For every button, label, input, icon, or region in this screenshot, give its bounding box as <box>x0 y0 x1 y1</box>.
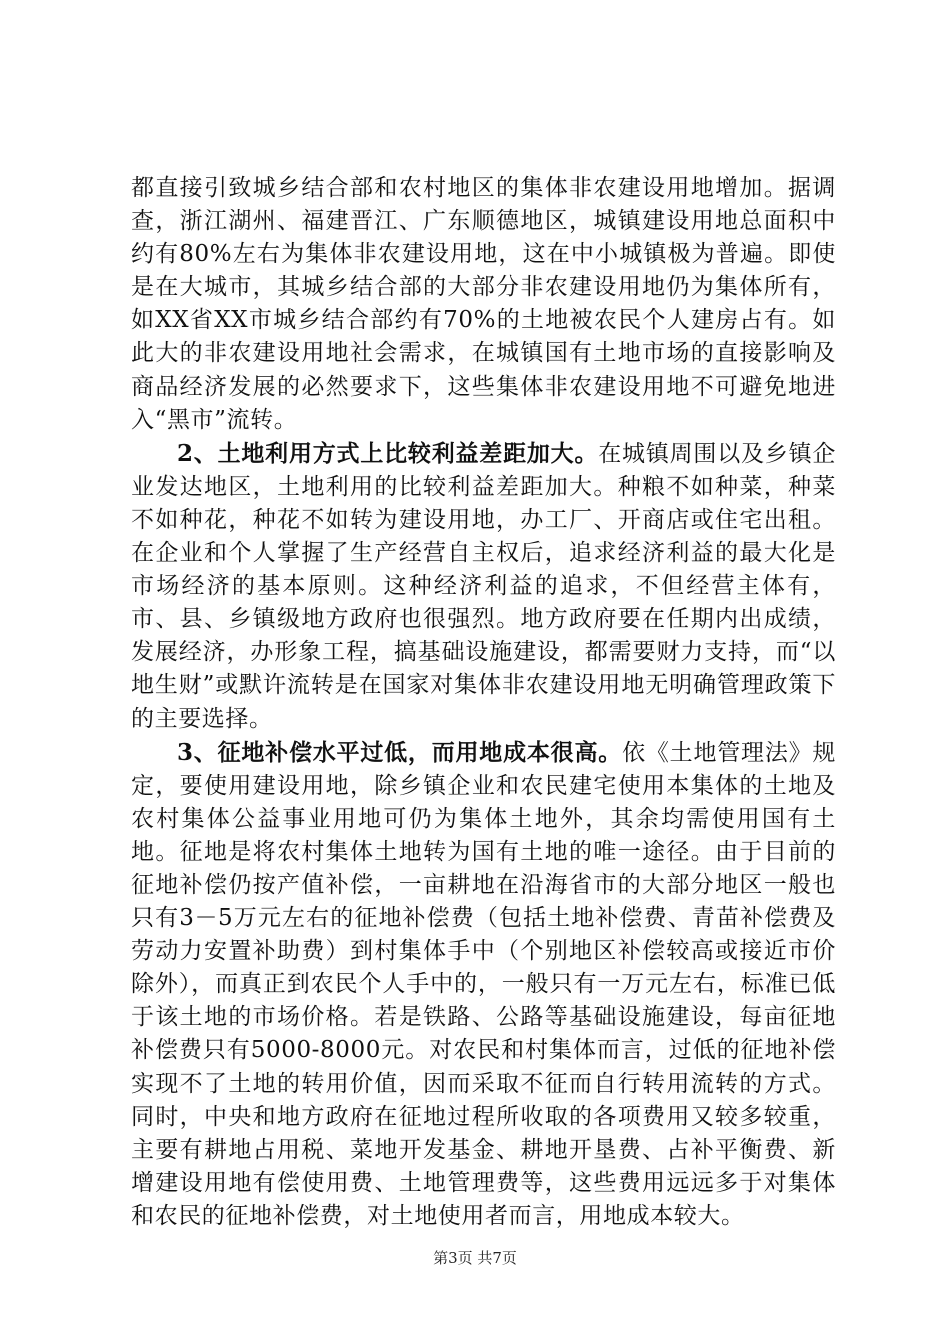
paragraph-1-text: 都直接引致城乡结合部和农村地区的集体非农建设用地增加。据调查，浙江湖州、福建晋江、广东顺德地区，城镇建设用地总面积中约有80%左右为集体非农建设用地，这在中小城镇极为普遍。即使是在大城市，其城乡结合部的大部分非农建设用地仍为集体所有，如XX省XX市城乡结合部约有70%的土地被农民个人建房占有。如此大的非农建设用地社会需求，在城镇国有土地市场的直接影响及商品经济发展的必然要求下，这些集体非农建设用地不可避免地进入“黑市”流转。 <box>131 175 836 433</box>
paragraph-3-heading: 3、征地补偿水平过低，而用地成本很高。 <box>177 738 623 766</box>
paragraph-1 <box>131 172 836 437</box>
paragraph-2-text: 在城镇周围以及乡镇企业发达地区，土地利用的比较利益差距加大。种粮不如种菜，种菜不如种花，种花不如转为建设用地，办工厂、开商店或住宅出租。在企业和个人掌握了生产经营自主权后，追求经济利益的最大化是市场经济的基本原则。这种经济利益的追求，不但经营主体有，市、县、乡镇级地方政府也很强烈。地方政府要在任期内出成绩，发展经济，办形象工程，搞基础设施建设，都需要财力支持，而“以地生财”或默许流转是在国家对集体非农建设用地无明确管理政策下的主要选择。 <box>131 440 836 732</box>
page-footer <box>0 1248 950 1268</box>
paragraph-3 <box>131 736 836 1233</box>
paragraph-2 <box>131 437 836 736</box>
page-number: 第3页 共7页 <box>433 1249 517 1267</box>
paragraph-2-heading: 2、土地利用方式上比较利益差距加大。 <box>177 439 599 467</box>
paragraph-3-text: 依《土地管理法》规定，要使用建设用地，除乡镇企业和农民建宅使用本集体的土地及农村集体公益事业用地可仍为集体土地外，其余均需使用国有土地。征地是将农村集体土地转为国有土地的唯一途径。由于目前的征地补偿仍按产值补偿，一亩耕地在沿海省市的大部分地区一般也只有3－5万元左右的征地补偿费（包括土地补偿费、青苗补偿费及劳动力安置补助费）到村集体手中（个别地区补偿较高或接近市价除外），而真正到农民个人手中的，一般只有一万元左右，标准已低于该土地的市场价格。若是铁路、公路等基础设施建设，每亩征地补偿费只有5000-8000元。对农民和村集体而言，过低的征地补偿实现不了土地的转用价值，因而采取不征而自行转用流转的方式。同时，中央和地方政府在征地过程所收取的各项费用又较多较重，主要有耕地占用税、菜地开发基金、耕地开垦费、占补平衡费、新增建设用地有偿使用费、土地管理费等，这些费用远远多于对集体和农民的征地补偿费，对土地使用者而言，用地成本较大。 <box>131 739 836 1229</box>
document-body <box>131 172 836 1233</box>
